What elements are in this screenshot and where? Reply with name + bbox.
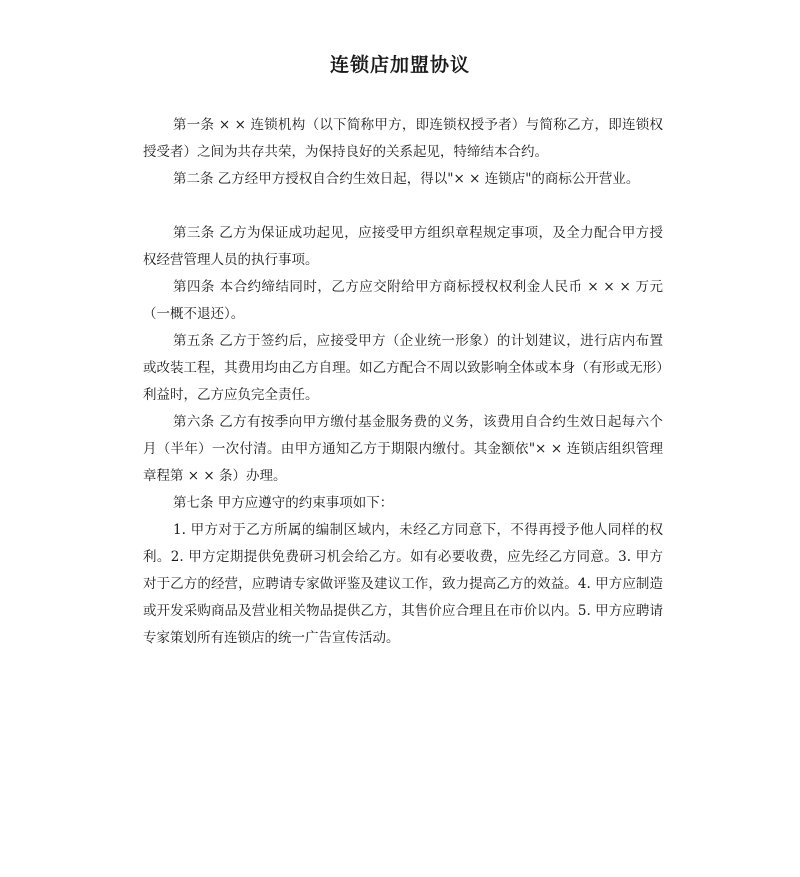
obligation-item: 5. 甲方应聘请专家策划所有连锁店的统一广告宣传活动。: [143, 603, 664, 646]
article-5: 第五条 乙方于签约后，应接受甲方（企业统一形象）的计划建议，进行店内布置或改装工程，其费用均由乙方自理。如乙方配合不周以致影响全体或本身（有形或无形）利益时，乙方应负完全责任。: [143, 333, 663, 403]
obligation-item: 1. 甲方对于乙方所属的编制区域内，未经乙方同意下，不得再授予他人同样的权利。: [143, 522, 663, 565]
article-4: 第四条 本合约缔结同时，乙方应交附给甲方商标授权权利金人民币 × × × 万元（一概不退还）。: [143, 279, 663, 322]
obligations-list: [143, 517, 663, 652]
article-1: 第一条 × × 连锁机构（以下简称甲方，即连锁权授予者）与简称乙方，即连锁权授受者）之间为共存共荣，为保持良好的关系起见，特缔结本合约。: [143, 117, 663, 160]
document-body: [143, 112, 663, 652]
obligation-item: 4. 甲方应制造或开发采购商品及营业相关物品提供乙方，其售价应合理且在市价以内。: [143, 576, 664, 619]
paragraph-gap: [143, 193, 663, 220]
article-2: 第二条 乙方经甲方授权自合约生效日起，得以"× × 连锁店"的商标公开营业。: [173, 171, 640, 187]
article-7: 第七条 甲方应遵守的约束事项如下：: [173, 495, 394, 511]
article-3: 第三条 乙方为保证成功起见，应接受甲方组织章程规定事项，及全力配合甲方授权经营管理人员的执行事项。: [143, 225, 663, 268]
obligation-item: 3. 甲方对于乙方的经营，应聘请专家做评鉴及建议工作，致力提高乙方的效益。: [143, 549, 664, 592]
obligation-item: 2. 甲方定期提供免费研习机会给乙方。如有必要收费，应先经乙方同意。: [170, 549, 619, 565]
article-6: 第六条 乙方有按季向甲方缴付基金服务费的义务，该费用自合约生效日起每六个月（半年）一次付清。由甲方通知乙方于期限内缴付。其金额依"× × 连锁店组织管理章程第 × × 条）办理。: [143, 414, 663, 484]
document-title: 连锁店加盟协议: [329, 54, 470, 76]
